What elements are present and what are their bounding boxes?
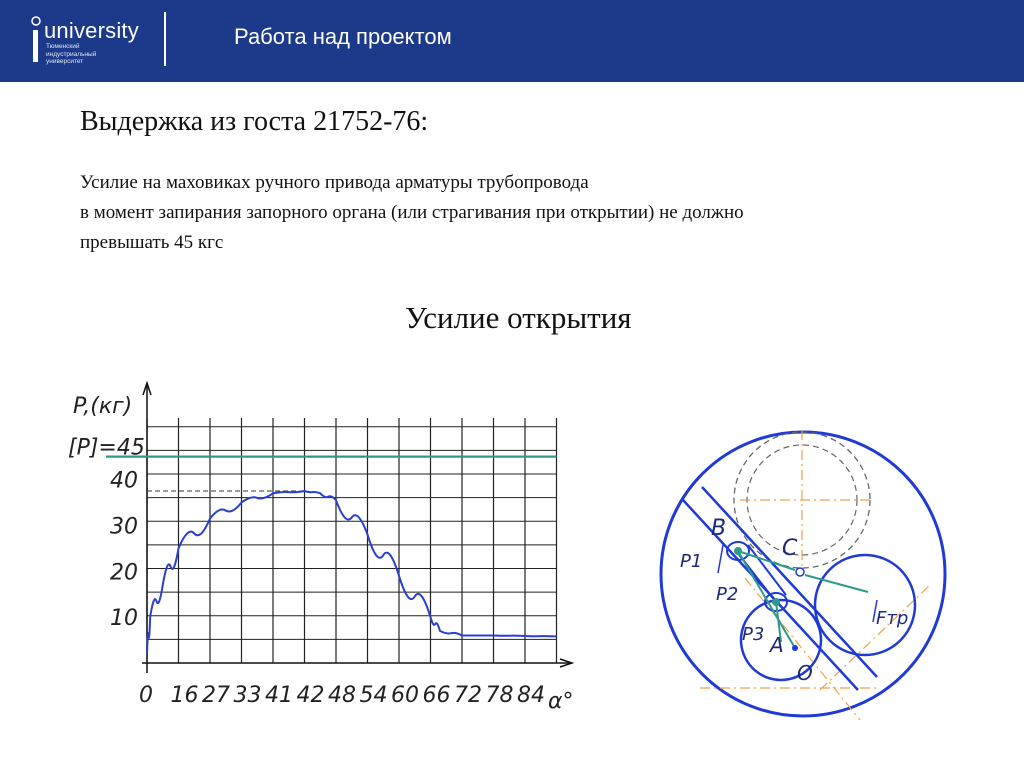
x-tick-label: 48 (328, 683, 356, 708)
x-tick-label: 33 (233, 683, 262, 708)
x-tick-label: 60 (391, 683, 419, 708)
label-p1: P1 (680, 551, 703, 572)
x-tick-label: 0 (139, 683, 153, 708)
x-tick-label: 16 (170, 683, 199, 708)
force-arrow (718, 545, 723, 573)
y-tick-label: 10 (110, 606, 138, 632)
y-tick-label: 20 (110, 560, 138, 586)
force-vector (805, 575, 868, 592)
x-tick-label: 42 (296, 683, 325, 708)
pivot-c (796, 568, 804, 576)
paragraph-line: в момент запирания запорного органа (или страгивания при открытии) не должно (80, 202, 744, 223)
link-rod (748, 545, 786, 595)
label-c: C (782, 536, 798, 561)
x-tick-label: 41 (265, 683, 293, 708)
y-tick-label: 40 (110, 468, 138, 494)
slide-heading: Выдержка из госта 21752-76: (80, 106, 429, 137)
roller-circle (815, 555, 915, 655)
diagonal-bar (702, 487, 877, 677)
point-a (792, 645, 798, 651)
section-title: Усилие открытия (405, 300, 632, 335)
logo-wordmark: university (44, 18, 139, 43)
label-o: O (797, 661, 813, 685)
logo-subtitle: Тюменский индустриальный университет (46, 43, 97, 65)
paragraph-line: превышать 45 кгс (80, 232, 224, 253)
x-axis-label: α° (548, 689, 574, 714)
paragraph-line: Усилие на маховиках ручного привода арматуры трубопровода (80, 172, 589, 193)
label-a: A (770, 633, 784, 657)
label-p2: P2 (716, 584, 739, 605)
x-tick-label: 66 (422, 683, 451, 708)
label-ftr: Fтр (876, 608, 909, 629)
y-tick-label: 30 (110, 514, 138, 540)
header-title: Работа над проектом (234, 24, 452, 49)
label-p3: P3 (742, 624, 765, 645)
x-tick-label: 54 (359, 683, 388, 708)
y-axis-label: P,(кг) (73, 394, 133, 419)
limit-label: [P]=45 (68, 435, 145, 461)
label-b: B (711, 516, 727, 541)
x-tick-label: 78 (485, 683, 514, 708)
x-tick-label: 84 (517, 683, 545, 708)
x-tick-label: 27 (202, 683, 230, 708)
x-tick-label: 72 (454, 683, 482, 708)
